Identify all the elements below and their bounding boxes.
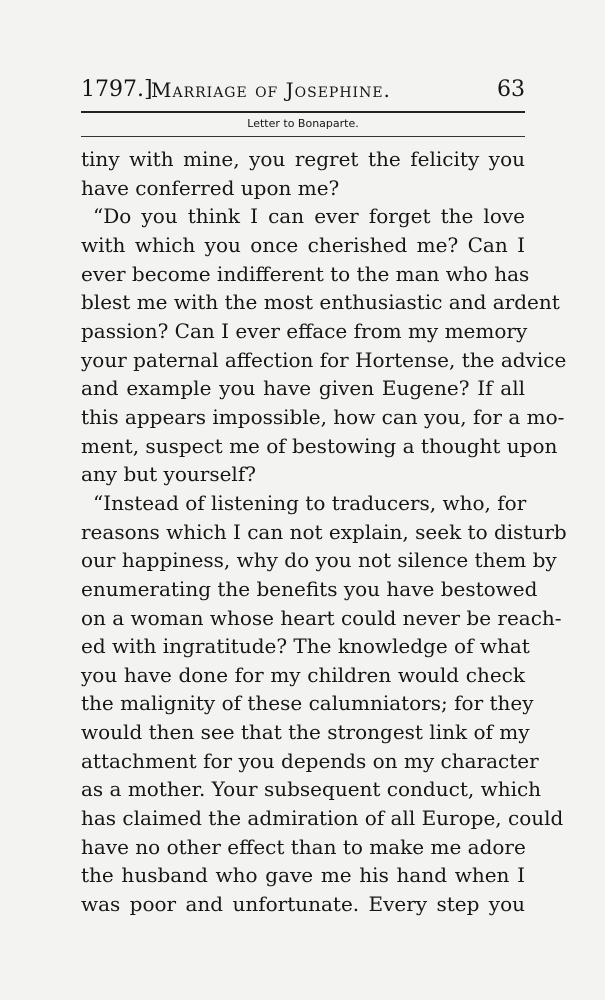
header-title: Marriage of Josephine. [151,78,391,102]
text-line: with which you once cherished me? Can I [81,232,525,257]
text-line: “Instead of listening to traducers, who, for [93,490,527,515]
text-line: this appears impossible, how can you, for a mo- [81,404,565,429]
text-line: have conferred upon me? [81,175,340,200]
running-header [81,77,525,107]
text-line: you have done for my children would check [81,662,525,687]
text-line: your paternal affection for Hortense, the advice [81,347,567,372]
section-subheader: Letter to Bonaparte. [247,117,359,130]
header-rule-bottom [81,136,525,137]
text-line: as a mother. Your subsequent conduct, which [81,777,542,802]
text-line: any but yourself? [81,462,256,487]
text-line: attachment for you depends on my character [81,748,539,773]
body-text [81,145,567,919]
text-line: was poor and unfortunate. Every step you [81,892,525,917]
text-line: has claimed the admiration of all Europe, could [81,806,564,831]
text-line: reasons which I can not explain, seek to disturb [81,519,567,544]
text-line: ed with ingratitude? The knowledge of what [81,634,530,659]
text-line: on a woman whose heart could never be reach- [81,605,562,630]
text-line: ment, suspect me of bestowing a thought upon [81,433,558,458]
text-line: have no other effect than to make me adore [81,834,526,859]
header-rule-top [81,111,525,113]
text-line: the malignity of these calumniators; for they [81,691,534,716]
text-line: passion? Can I ever efface from my memory [81,318,528,343]
text-line: enumerating the benefits you have bestowed [81,576,538,601]
text-line: tiny with mine, you regret the felicity you [81,147,525,171]
text-line: would then see that the strongest link of my [81,720,530,745]
text-line: ever become indifferent to the man who has [81,261,530,286]
text-line: blest me with the most enthusiastic and ardent [81,290,560,315]
text-line: the husband who gave me his hand when I [81,863,525,888]
text-line: and example you have given Eugene? If all [81,376,525,401]
text-line: “Do you think I can ever forget the love [93,204,525,229]
text-line: our happiness, why do you not silence them by [81,548,557,573]
header-year: 1797.] [81,77,153,102]
page-number: 63 [497,77,525,102]
